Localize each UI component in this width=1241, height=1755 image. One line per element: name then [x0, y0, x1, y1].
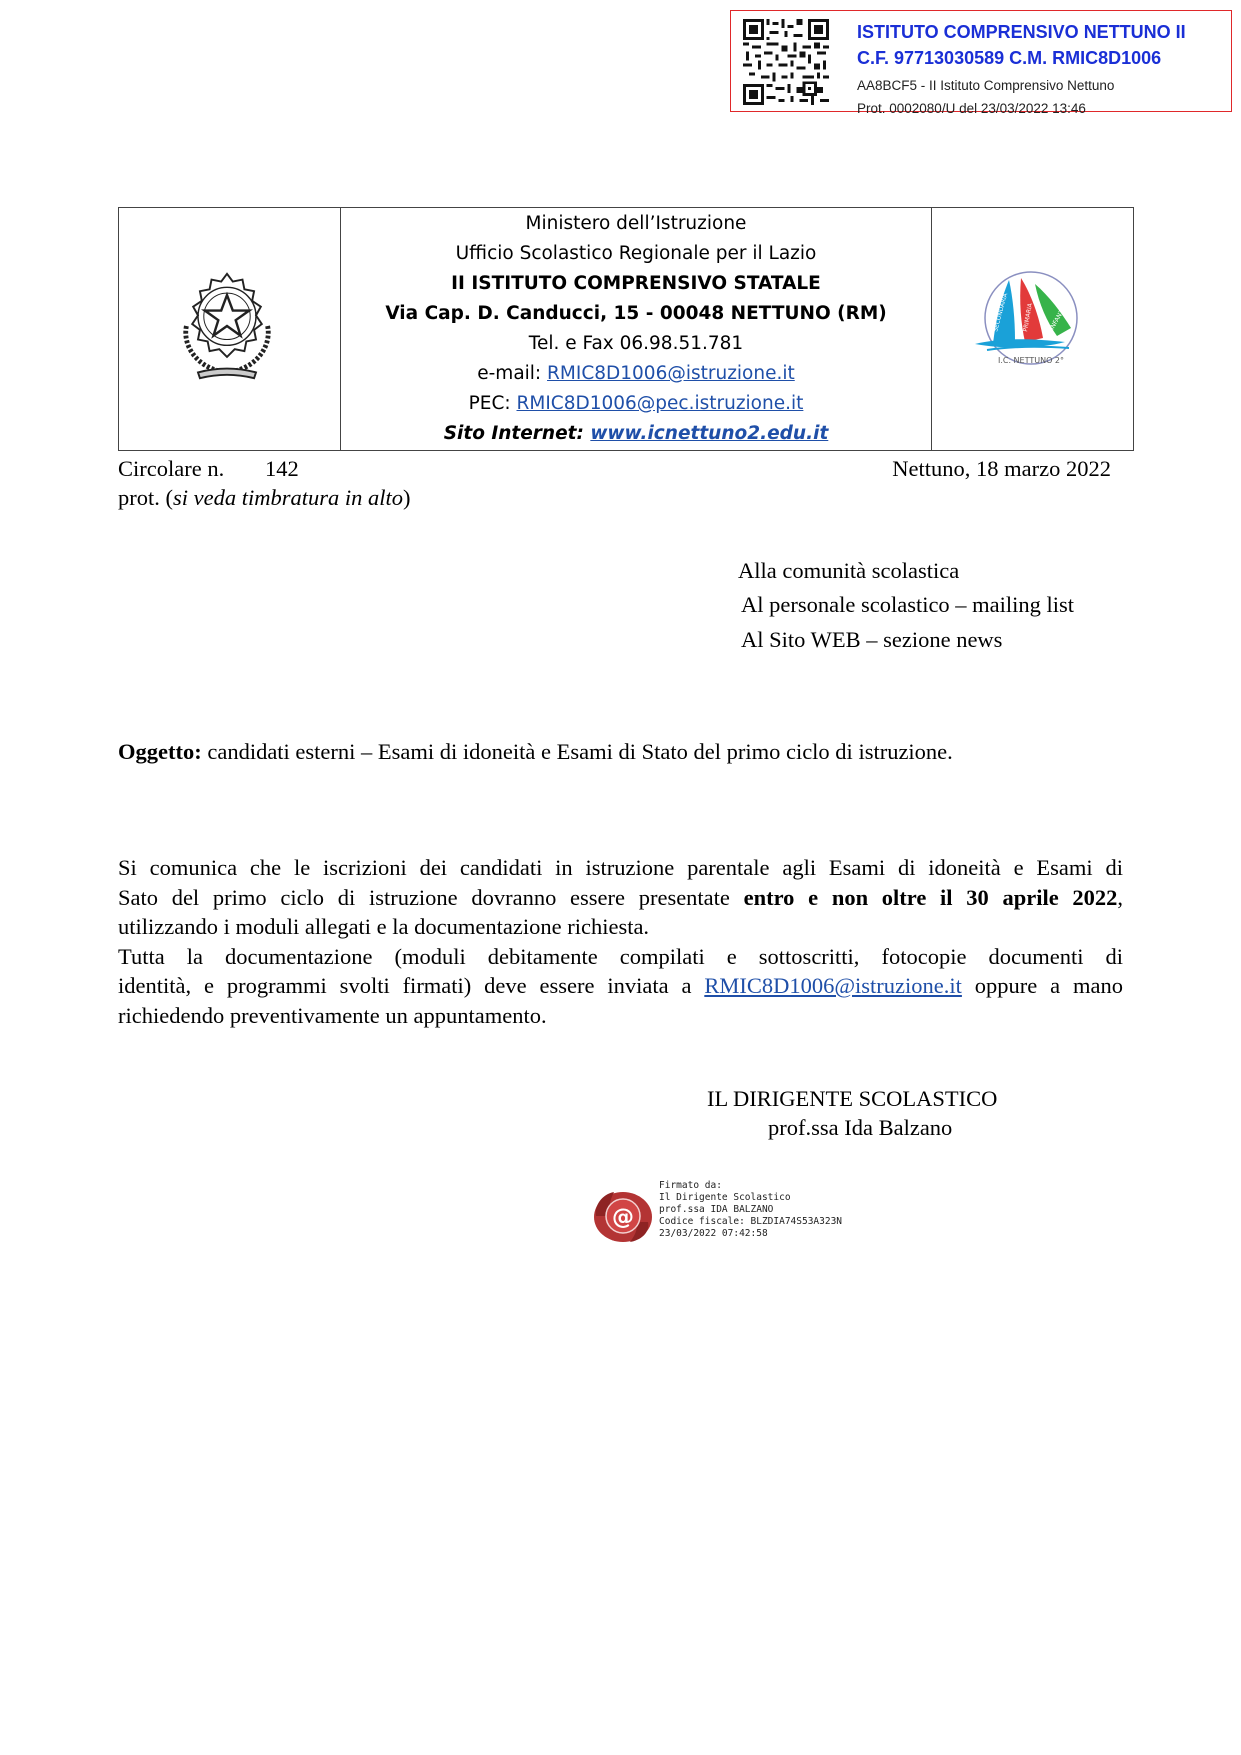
- subject-line: [118, 738, 953, 766]
- italian-republic-emblem-icon: [169, 268, 285, 384]
- site-label: Sito Internet:: [443, 423, 591, 444]
- logo-caption: I.C. NETTUNO 2°: [997, 356, 1065, 365]
- body-line-2-comma: ,: [1117, 884, 1124, 910]
- body-line-5: [118, 971, 1123, 1001]
- signature-role: IL DIRIGENTE SCOLASTICO: [707, 1086, 998, 1111]
- body-line-3: utilizzando i moduli allegati e la documentazione richiesta.: [118, 914, 650, 939]
- stamp-aoo: AA8BCF5 - II Istituto Comprensivo Nettuno: [857, 78, 1115, 93]
- protocol-suffix: ): [403, 485, 411, 510]
- pec-link[interactable]: RMIC8D1006@pec.istruzione.it: [516, 393, 804, 414]
- body-line-5-tail: oppure a mano: [961, 973, 1123, 998]
- school-logo-icon: [969, 268, 1093, 378]
- qr-code-icon: [743, 19, 829, 105]
- recipient-1: Alla comunità scolastica: [738, 558, 960, 583]
- signature-name: prof.ssa Ida Balzano: [768, 1115, 953, 1140]
- stamp-protocol: Prot. 0002080/U del 23/03/2022 13:46: [857, 101, 1086, 116]
- pec-label: PEC:: [468, 393, 517, 414]
- logo-arc-infanzia: INFANZIA: [1048, 303, 1069, 331]
- digital-signature-text: [659, 1180, 842, 1240]
- protocol-note: [118, 484, 411, 512]
- body-line-4: Tutta la documentazione (moduli debitamente compilati e sottoscritti, fotocopie documenti di: [118, 943, 1123, 969]
- body-line-2-text: Sato del primo ciclo di istruzione dovranno essere presentate: [118, 884, 744, 910]
- circular-label: Circolare n.: [118, 456, 225, 481]
- logo-arc-primaria: PRIMARIA: [1022, 302, 1034, 333]
- school-site-row: [341, 419, 931, 449]
- recipient-2: Al personale scolastico – mailing list: [741, 592, 1075, 617]
- school-pec-row: [341, 389, 931, 419]
- email-label: e-mail:: [477, 363, 548, 384]
- protocol-italic: si veda timbratura in alto: [173, 485, 403, 510]
- body-line-2: [118, 883, 1123, 913]
- ministry-name: Ministero dell’Istruzione: [525, 213, 747, 234]
- body-email-link[interactable]: RMIC8D1006@istruzione.it: [704, 973, 962, 998]
- email-link[interactable]: RMIC8D1006@istruzione.it: [547, 363, 795, 384]
- protocol-prefix: prot. (: [118, 485, 173, 510]
- stamp-institute: ISTITUTO COMPRENSIVO NETTUNO II: [857, 22, 1186, 42]
- letterhead-logo-cell: [931, 208, 1133, 450]
- signed-timestamp: 23/03/2022 07:42:58: [659, 1228, 768, 1239]
- body-line-1: Si comunica che le iscrizioni dei candidati in istruzione parentale agli Esami di idoneità e Esami di: [118, 855, 1123, 880]
- body-line-5-text: identità, e programmi svolti firmati) deve essere inviata a: [118, 973, 705, 998]
- place-date: Nettuno, 18 marzo 2022: [892, 456, 1111, 481]
- school-email-row: [341, 359, 931, 389]
- recipient-3: Al Sito WEB – sezione news: [741, 627, 1003, 652]
- signed-by-label: Firmato da:: [659, 1180, 722, 1191]
- logo-arc-secondaria: SECONDARIA: [992, 292, 1010, 333]
- circular-number: 142: [265, 456, 299, 481]
- subject-label: Oggetto:: [118, 739, 202, 764]
- signed-by-fiscal-code: Codice fiscale: BLZDIA74S53A323N: [659, 1216, 843, 1227]
- letterhead: [118, 207, 1134, 451]
- regional-office: Ufficio Scolastico Regionale per il Lazio: [455, 243, 817, 264]
- protocol-stamp: [730, 10, 1232, 116]
- school-phone: Tel. e Fax 06.98.51.781: [528, 333, 744, 354]
- signed-by-name: prof.ssa IDA BALZANO: [659, 1204, 774, 1215]
- digital-signature-seal-icon: [590, 1186, 654, 1244]
- letterhead-text: [341, 208, 931, 451]
- deadline: entro e non oltre il 30 aprile 2022: [743, 884, 1118, 910]
- subject-text: candidati esterni – Esami di idoneità e Esami di Stato del primo ciclo di istruzione.: [201, 739, 953, 764]
- svg-text:@: @: [612, 1205, 634, 1230]
- stamp-codes: C.F. 97713030589 C.M. RMIC8D1006: [857, 48, 1162, 68]
- school-address: Via Cap. D. Canducci, 15 - 00048 NETTUNO (RM): [385, 303, 887, 324]
- site-link[interactable]: www.icnettuno2.edu.it: [590, 423, 829, 444]
- signed-by-role: Il Dirigente Scolastico: [659, 1192, 791, 1203]
- school-name: II ISTITUTO COMPRENSIVO STATALE: [451, 273, 821, 294]
- body-line-6: richiedendo preventivamente un appuntamento.: [118, 1002, 547, 1028]
- body-paragraph: [118, 853, 1123, 1030]
- letterhead-emblem-cell: [119, 208, 341, 450]
